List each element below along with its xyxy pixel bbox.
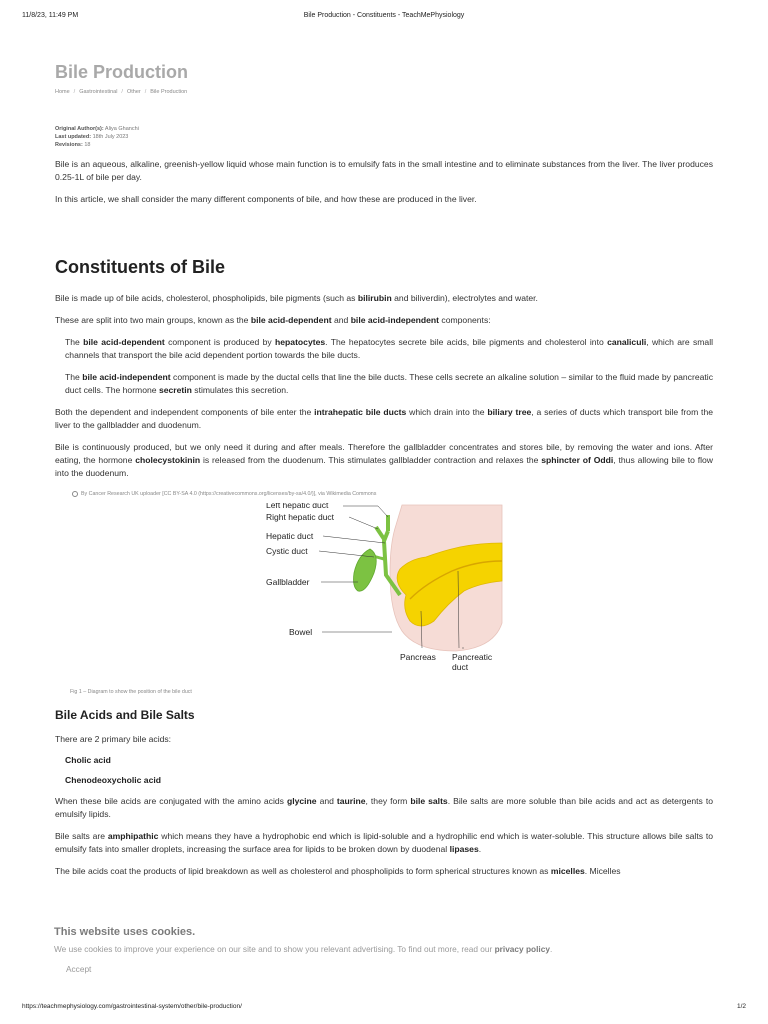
print-header xyxy=(22,12,746,24)
revisions-label: Revisions: xyxy=(55,142,83,148)
intro-paragraph-1: Bile is an aqueous, alkaline, greenish-yellow liquid whose main function is to emulsify fats in the small intestine and to eliminate substances from the liver. The liver produces 0.25-1L of bile per day. xyxy=(55,159,713,182)
pancreas-label: Pancreas xyxy=(400,652,436,662)
privacy-policy-link[interactable]: privacy policy xyxy=(494,944,550,954)
print-url: https://teachmephysiology.com/gastrointestinal-system/other/bile-production/ xyxy=(22,1003,242,1010)
cookie-text: We use cookies to improve your experience on our site and to show you relevant advertising. To find out more, read our privacy policy. xyxy=(54,944,553,954)
breadcrumb-separator: / xyxy=(73,89,76,95)
breadcrumb-gastrointestinal[interactable]: Gastrointestinal xyxy=(79,89,118,95)
section-heading-constituents: Constituents of Bile xyxy=(55,257,225,277)
breadcrumb-other[interactable]: Other xyxy=(126,89,141,95)
left-hepatic-duct-label: Left hepatic duct xyxy=(266,503,329,510)
cookie-title: This website uses cookies. xyxy=(54,926,196,938)
creative-commons-icon xyxy=(72,491,78,497)
bile-acids-paragraph-4: The bile acids coat the products of lipid breakdown as well as cholesterol and phospholipids to form spherical structures known as micelles. Micelles xyxy=(55,866,621,876)
pancreatic-duct-label-2: duct xyxy=(452,662,469,672)
cookie-banner xyxy=(0,908,768,988)
print-datetime: 11/8/23, 11:49 PM xyxy=(22,12,79,19)
constituents-paragraph-3: Both the dependent and independent components of bile enter the intrahepatic bile ducts which drain into the biliary tree, a series of ducts which transport bile from the liver to the gallbladder and duodenum. xyxy=(55,407,714,430)
cystic-duct-label: Cystic duct xyxy=(266,546,308,556)
accept-cookies-button[interactable]: Accept xyxy=(66,964,92,974)
figure-credit-text: By Cancer Research UK uploader [CC BY-SA 4.0 (https://creativecommons.org/licenses/by-sa/4.0/)], via Wikimedia Commons xyxy=(81,491,377,497)
figure-credit xyxy=(72,491,713,497)
bowel-label: Bowel xyxy=(289,627,313,637)
breadcrumb-separator: / xyxy=(144,89,147,95)
bile-acid-independent-item: The bile acid-independent component is made by the ductal cells that line the bile ducts. These cells secrete an alkaline solution – similar to the fluid made by pancreatic duct cells. The hormone secretin stimulates this secretion. xyxy=(65,372,713,395)
hepatic-duct-label: Hepatic duct xyxy=(266,531,314,541)
author-name: Aliya Ghanchi xyxy=(104,126,139,132)
constituents-paragraph-1: Bile is made up of bile acids, cholesterol, phospholipids, bile pigments (such as bilirubin and biliverdin), electrolytes and water. xyxy=(55,293,538,303)
figure-caption: Fig 1 – Diagram to show the position of the bile duct xyxy=(70,689,192,695)
breadcrumb-home[interactable]: Home xyxy=(55,89,70,95)
bile-duct-diagram xyxy=(266,503,506,673)
breadcrumb xyxy=(55,89,713,95)
print-page-number: 1/2 xyxy=(736,1003,746,1010)
breadcrumb-current: Bile Production xyxy=(150,89,188,95)
constituents-paragraph-4: Bile is continuously produced, but we only need it during and after meals. Therefore the gallbladder concentrates and stores bile, by removing the water and ions. After eating, the hormone cholecystokinin is released from the duodenum. This stimulates gallbladder contraction and relaxes the sphincter of Oddi, thus allowing bile to flow into the duodenum. xyxy=(55,442,713,478)
print-title: Bile Production - Constituents - TeachMePhysiology xyxy=(303,12,465,19)
bile-acids-paragraph-1: There are 2 primary bile acids: xyxy=(55,734,172,744)
section-heading-bile-acids: Bile Acids and Bile Salts xyxy=(55,708,195,722)
list-item-chenodeoxycholic-acid: Chenodeoxycholic acid xyxy=(65,775,161,785)
right-hepatic-duct-label: Right hepatic duct xyxy=(266,512,335,522)
breadcrumb-separator: / xyxy=(121,89,123,95)
article-meta xyxy=(55,125,713,149)
pancreatic-duct-label-1: Pancreatic xyxy=(452,652,493,662)
article xyxy=(55,60,713,887)
bile-acids-paragraph-2: When these bile acids are conjugated with the amino acids glycine and taurine, they form bile salts. Bile salts are more soluble than bile acids and act as detergents to emulsify lipids. xyxy=(55,796,713,819)
author-label: Original Author(s): xyxy=(55,126,104,132)
revisions-count: 18 xyxy=(84,142,91,148)
list-item-cholic-acid: Cholic acid xyxy=(65,755,111,765)
print-footer xyxy=(22,1003,746,1013)
page-title: Bile Production xyxy=(55,62,189,82)
constituents-paragraph-2: These are split into two main groups, known as the bile acid-dependent and bile acid-independent components: xyxy=(55,315,491,325)
bile-acids-paragraph-3: Bile salts are amphipathic which means they have a hydrophobic end which is lipid-soluble and a hydrophilic end which is water-soluble. This structure allows bile salts to emulsify fats into smaller droplets, increasing the surface area for lipids to be broken down by duodenal lipases. xyxy=(55,831,713,854)
updated-date: 18th July 2023 xyxy=(92,134,129,140)
bile-acid-dependent-item: The bile acid-dependent component is produced by hepatocytes. The hepatocytes secrete bile acids, bile pigments and cholesterol into canaliculi, which are small channels that transport the bile acid dependent portion towards the bile ducts. xyxy=(65,337,714,360)
gallbladder-label: Gallbladder xyxy=(266,577,310,587)
updated-label: Last updated: xyxy=(55,134,92,140)
bile-duct-diagram-svg xyxy=(266,503,506,673)
intro-paragraph-2: In this article, we shall consider the many different components of bile, and how these are produced in the liver. xyxy=(55,194,477,204)
